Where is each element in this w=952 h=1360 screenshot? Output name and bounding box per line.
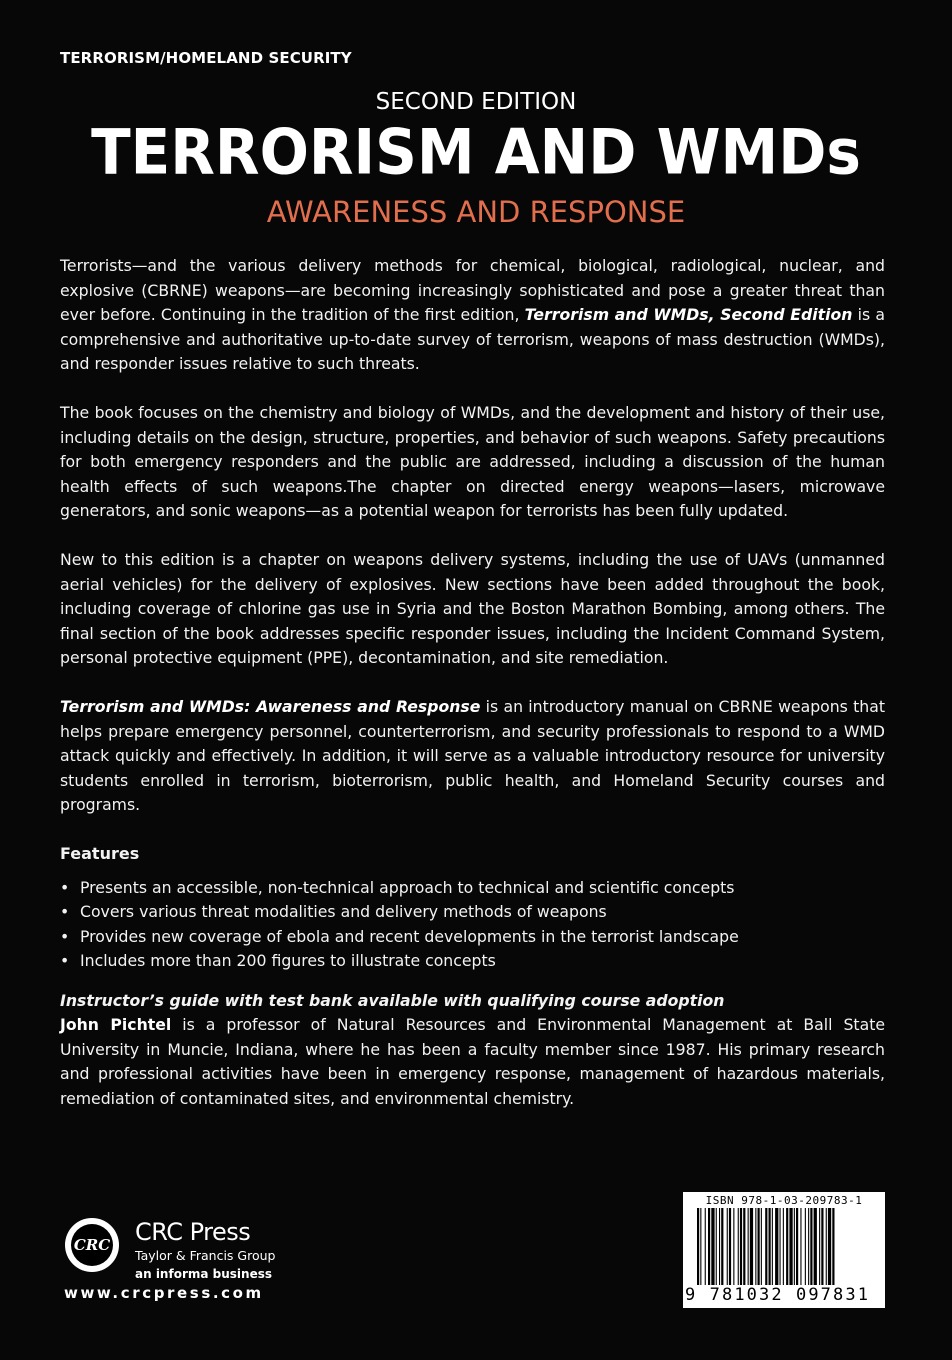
paragraph-intro-text-b: is a comprehensive and authoritative up-to-date survey of terrorism, weapons of mass destruction (WMDs), and responder issues relative to such threats. [60, 305, 885, 373]
ean-digits: 9 781032 097831 [685, 1285, 883, 1305]
publisher-website: www.crcpress.com [64, 1284, 264, 1302]
feature-item [60, 949, 885, 974]
book-subtitle: AWARENESS AND RESPONSE [266, 195, 686, 229]
instructor-note [60, 989, 885, 1014]
paragraph-intro [60, 254, 885, 377]
bullet-icon: • [60, 926, 70, 946]
publisher-name: CRC Press [135, 1218, 251, 1246]
bullet-icon: • [60, 902, 70, 921]
bullet-icon: • [60, 951, 70, 970]
description-body [60, 254, 885, 1111]
crc-logo-icon [65, 1218, 119, 1272]
paragraph-intro-text-a: Terrorists—and the various delivery methods for chemical, biological, radiological, nuclear, and explosive (CBRNE) weapons—are becoming increasingly sophisticated and pose a greater threat than ever before. Continuing in the tradition of the first edition, [60, 256, 885, 324]
feature-text: Provides new coverage of ebola and recent developments in the terrorist landscape [80, 926, 739, 946]
publisher-informa: an informa business [135, 1267, 272, 1281]
edition-label: SECOND EDITION [375, 89, 577, 115]
paragraph-audience [60, 695, 885, 818]
feature-item [60, 900, 885, 925]
paragraph-audience-text: is an introductory manual on CBRNE weapons that helps prepare emergency personnel, counterterrorism, and security professionals to respond to a WMD attack quickly and effectively. In addition, it will serve as a valuable introductory resource for university students enrolled in terrorism, bioterrorism, public health, and Homeland Security courses and programs. [60, 697, 885, 814]
bullet-icon: • [60, 877, 70, 897]
publisher-logo [60, 1214, 320, 1314]
feature-text: Covers various threat modalities and delivery methods of weapons [80, 902, 607, 921]
feature-item [60, 876, 885, 901]
edition-title-emphasis: Terrorism and WMDs, Second Edition [524, 305, 853, 324]
feature-text: Presents an accessible, non-technical approach to technical and scientific concepts [80, 877, 735, 897]
author-bio-text: is a professor of Natural Resources and Environmental Management at Ball State University in Muncie, Indiana, where he has been a faculty member since 1987. His primary research and professional activities have been in emergency response, management of hazardous materials, remediation of contaminated sites, and environmental chemistry. [60, 1015, 885, 1108]
book-title: TERRORISM AND WMDs [91, 115, 861, 189]
crc-logo-text: CRC [71, 1224, 113, 1266]
barcode [683, 1192, 885, 1308]
feature-text: Includes more than 200 figures to illustrate concepts [80, 951, 496, 970]
paragraph-focus: The book focuses on the chemistry and biology of WMDs, and the development and history of their use, including details on the design, structure, properties, and behavior of such weapons. Safety precautions for both emergency responders and the public are addressed, including a discussion of the human health effects of such weapons.The chapter on directed energy weapons—lasers, microwave generators, and sonic weapons—as a potential weapon for terrorists has been fully updated. [60, 403, 885, 520]
features-list [60, 876, 885, 974]
author-bio [60, 1013, 885, 1111]
feature-item [60, 925, 885, 950]
book-title-emphasis: Terrorism and WMDs: Awareness and Response [60, 697, 481, 716]
isbn-label: ISBN 978-1-03-209783-1 [705, 1194, 863, 1207]
publisher-group: Taylor & Francis Group [135, 1248, 276, 1263]
author-name: John Pichtel [60, 1015, 172, 1034]
features-heading: Features [60, 844, 140, 863]
paragraph-new: New to this edition is a chapter on weapons delivery systems, including the use of UAVs (unmanned aerial vehicles) for the delivery of explosives. New sections have been added throughout the book, including coverage of chlorine gas use in Syria and the Boston Marathon Bombing, among others. The final section of the book addresses specific responder issues, including the Incident Command System, personal protective equipment (PPE), decontamination, and site remediation. [60, 550, 885, 667]
instructor-note-text: Instructor’s guide with test bank available with qualifying course adoption [60, 990, 725, 1010]
category-label: TERRORISM/HOMELAND SECURITY [60, 49, 352, 67]
